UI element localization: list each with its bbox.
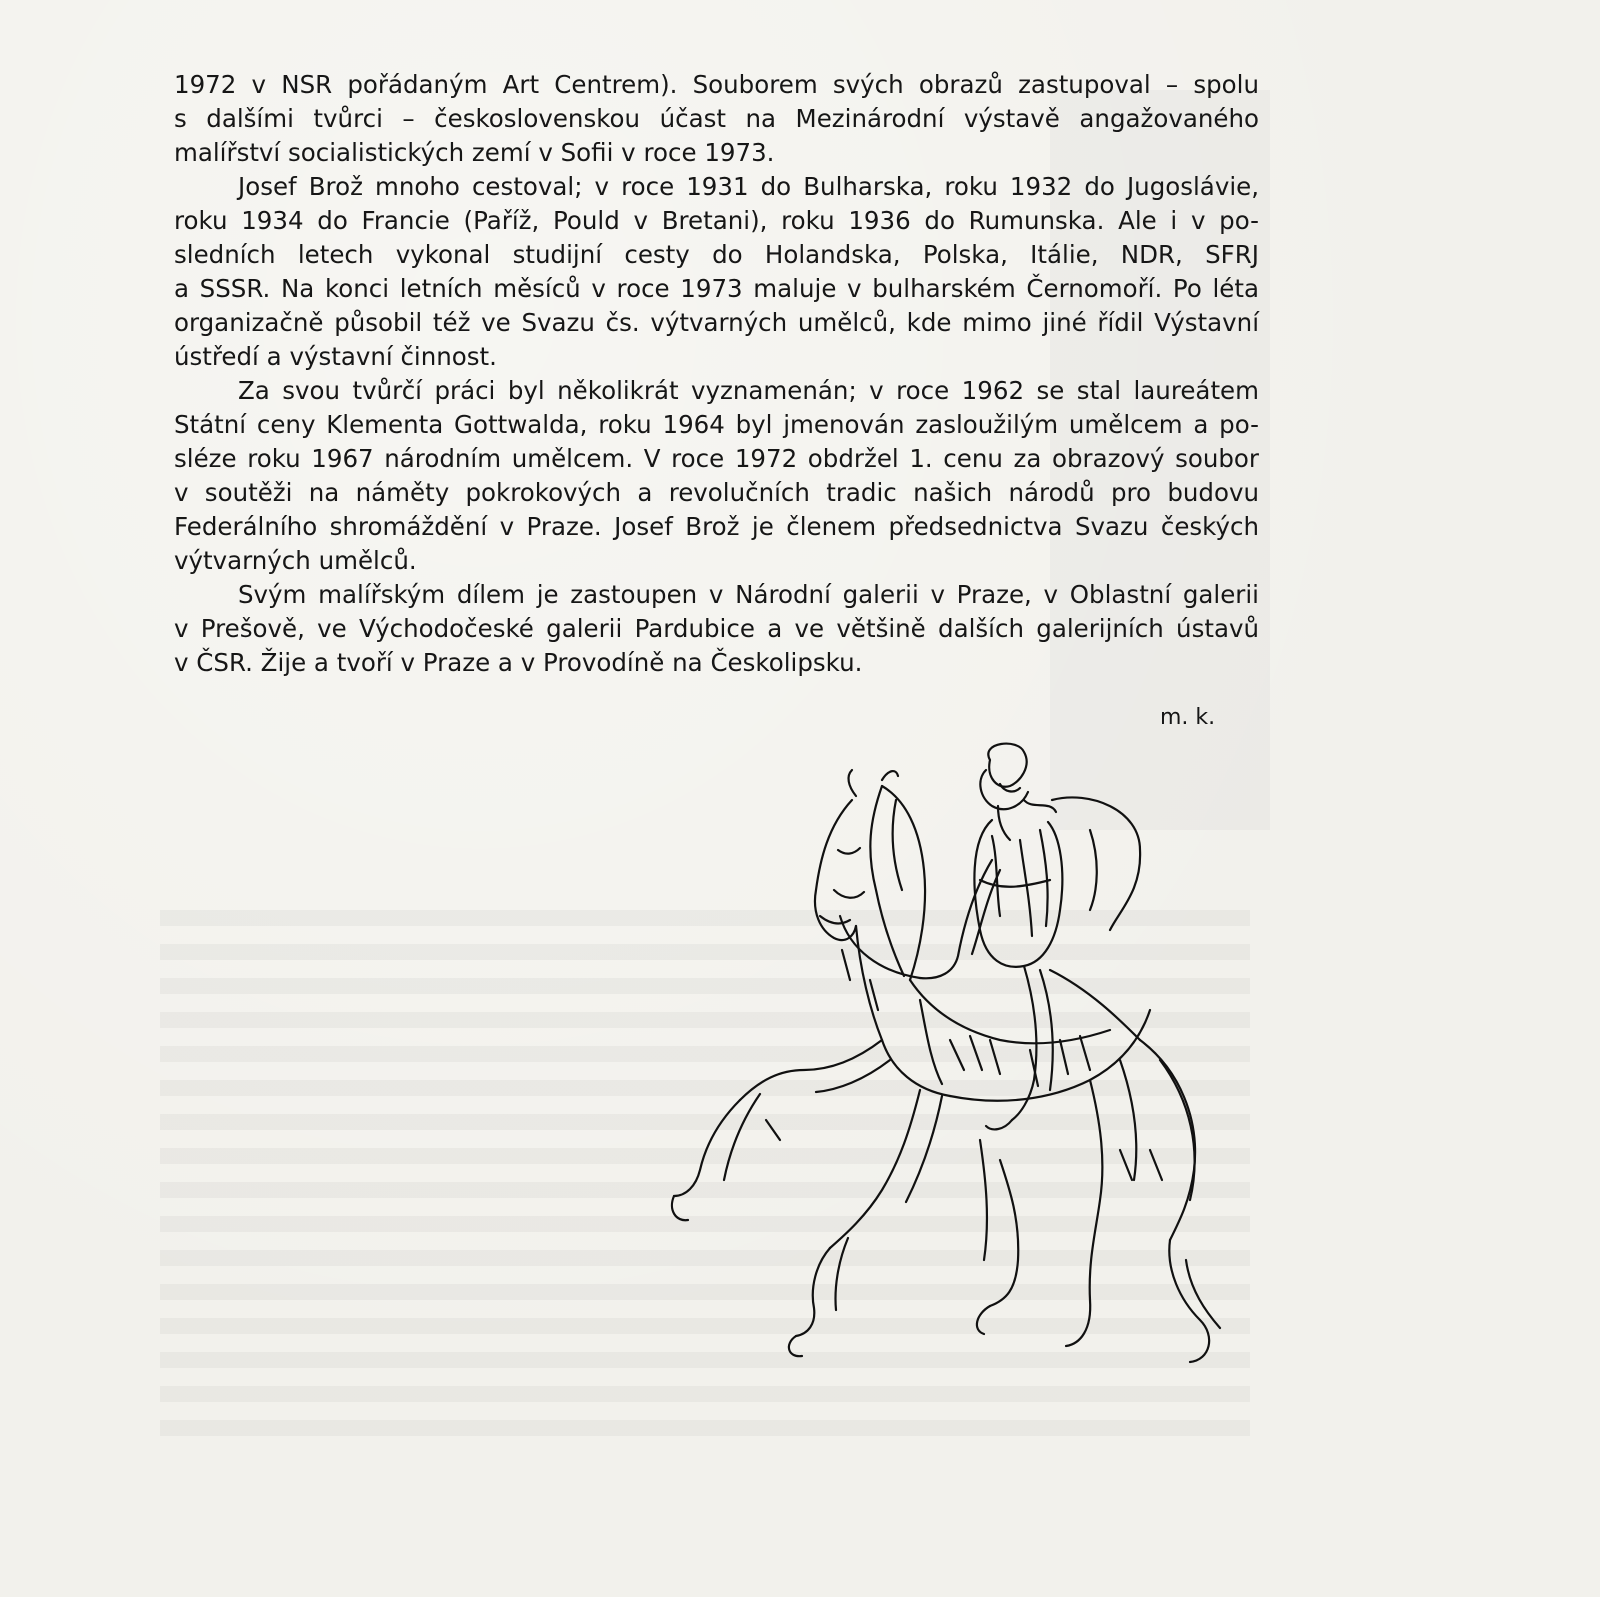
text-line: organizačně působil též ve Svazu čs. výtvarných umělců, kde mimo jiné řídil Výstavní (174, 308, 1259, 337)
text-line: Josef Brož mnoho cestoval; v roce 1931 do Bulharska, roku 1932 do Jugoslávie, (238, 172, 1259, 201)
text-line: roku 1934 do Francie (Paříž, Pould v Bretani), roku 1936 do Rumunska. Ale i v po- (174, 206, 1259, 235)
text-line: Státní ceny Klementa Gottwalda, roku 1964 byl jmenován zasloužilým umělcem a po- (174, 410, 1259, 439)
text-line: v Prešově, ve Východočeské galerii Pardubice a ve většině dalších galerijních ústavů (174, 614, 1259, 643)
text-line: Za svou tvůrčí práci byl několikrát vyznamenán; v roce 1962 se stal laureátem (238, 376, 1259, 405)
text-line: v ČSR. Žije a tvoří v Praze a v Provodíně na Českolipsku. (174, 648, 863, 677)
text-line: sléze roku 1967 národním umělcem. V roce 1972 obdržel 1. cenu za obrazový soubor (174, 444, 1259, 473)
text-line: Federálního shromáždění v Praze. Josef Brož je členem předsednictva Svazu českých (174, 512, 1259, 541)
text-line: výtvarných umělců. (174, 546, 417, 575)
text-line: a SSSR. Na konci letních měsíců v roce 1973 maluje v bulharském Černomoří. Po léta (174, 274, 1259, 303)
text-line: v soutěži na náměty pokrokových a revolučních tradic našich národů pro budovu (174, 478, 1259, 507)
text-line: Svým malířským dílem je zastoupen v Národní galerii v Praze, v Oblastní galerii (238, 580, 1259, 609)
horse-rider-illustration (620, 740, 1240, 1420)
text-line: malířství socialistických zemí v Sofii v roce 1973. (174, 138, 775, 167)
text-line: 1972 v NSR pořádaným Art Centrem). Souborem svých obrazů zastupoval – spolu (174, 70, 1259, 99)
author-signature: m. k. (1160, 705, 1216, 730)
text-line: ústředí a výstavní činnost. (174, 342, 497, 371)
body-text (174, 68, 1259, 680)
text-line: s dalšími tvůrci – československou účast na Mezinárodní výstavě angažovaného (174, 104, 1259, 133)
text-line: sledních letech vykonal studijní cesty do Holandska, Polska, Itálie, NDR, SFRJ (174, 240, 1259, 269)
